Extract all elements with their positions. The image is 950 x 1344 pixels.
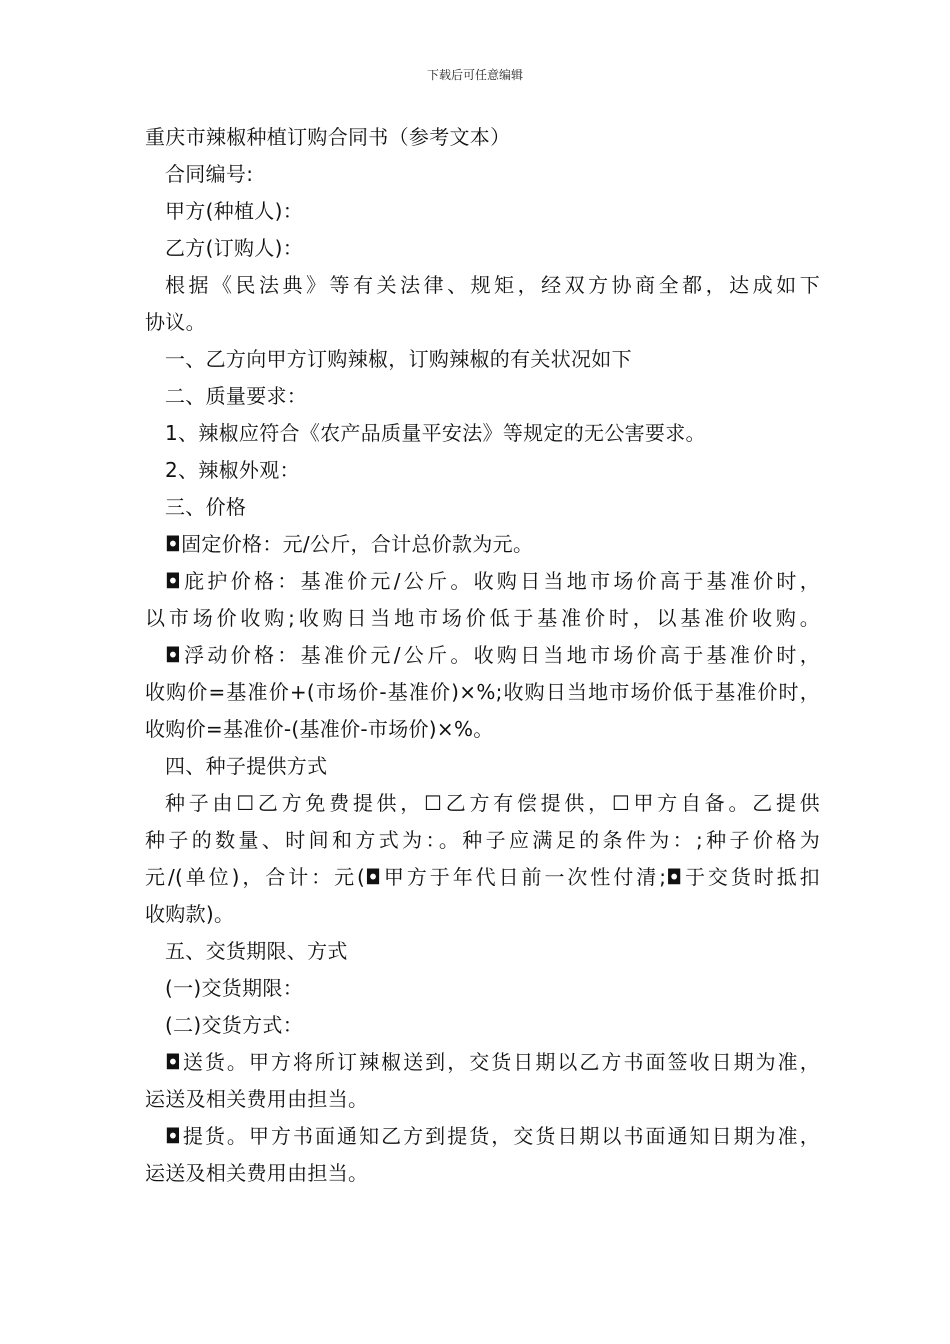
clause-5-heading: 五、交货期限、方式 bbox=[165, 939, 348, 963]
clause-2-heading: 二、质量要求： bbox=[165, 384, 308, 408]
quality-item-1: 1、辣椒应符合《农产品质量平安法》等规定的无公害要求。 bbox=[165, 421, 706, 445]
delivery-option-line-1: ◘送货。甲方将所订辣椒送到，交货日期以乙方书面签收日期为准， bbox=[165, 1050, 820, 1074]
contract-number-line: 合同编号: bbox=[165, 162, 254, 186]
delivery-method-line: (二)交货方式： bbox=[165, 1013, 304, 1037]
fixed-price-option: ◘固定价格：元/公斤，合计总价款为元。 bbox=[165, 532, 534, 556]
seed-supply-line-3: 元/(单位)，合计：元(◘甲方于年代日前一次性付清;◘于交货时抵扣 bbox=[145, 865, 820, 889]
delivery-deadline-line: (一)交货期限： bbox=[165, 976, 304, 1000]
seed-supply-line-2: 种子的数量、时间和方式为：。种子应满足的条件为：;种子价格为 bbox=[145, 828, 820, 852]
clause-3-heading: 三、价格 bbox=[165, 495, 247, 519]
quality-item-2: 2、辣椒外观： bbox=[165, 458, 300, 482]
pickup-option-line-2: 运送及相关费用由担当。 bbox=[145, 1161, 369, 1185]
contract-body bbox=[145, 119, 820, 1192]
floating-price-option-line-2: 收购价=基准价+(市场价-基准价)×%;收购日当地市场价低于基准价时， bbox=[145, 680, 820, 704]
clause-4-heading: 四、种子提供方式 bbox=[165, 754, 328, 778]
page-header: 下载后可任意编辑 bbox=[426, 68, 523, 82]
seed-supply-line-1: 种子由☐乙方免费提供，☐乙方有偿提供，☐甲方自备。乙提供 bbox=[165, 791, 820, 815]
protected-price-option-line-2: 以市场价收购;收购日当地市场价低于基准价时，以基准价收购。 bbox=[145, 606, 820, 630]
pickup-option-line-1: ◘提货。甲方书面通知乙方到提货，交货日期以书面通知日期为准， bbox=[165, 1124, 820, 1148]
delivery-option-line-2: 运送及相关费用由担当。 bbox=[145, 1087, 369, 1111]
party-a-line: 甲方(种植人)： bbox=[165, 199, 304, 223]
floating-price-option-line-1: ◘浮动价格：基准价元/公斤。收购日当地市场价高于基准价时， bbox=[165, 643, 820, 667]
party-b-line: 乙方(订购人)： bbox=[165, 236, 304, 260]
protected-price-option-line-1: ◘庇护价格：基准价元/公斤。收购日当地市场价高于基准价时， bbox=[165, 569, 820, 593]
seed-supply-line-4: 收购款)。 bbox=[145, 902, 235, 926]
floating-price-option-line-3: 收购价=基准价-(基准价-市场价)×%。 bbox=[145, 717, 494, 741]
document-title: 重庆市辣椒种植订购合同书（参考文本） bbox=[145, 125, 511, 149]
preamble-line-1: 根据《民法典》等有关法律、规矩，经双方协商全都，达成如下 bbox=[165, 273, 820, 297]
preamble-line-2: 协议。 bbox=[145, 310, 206, 334]
clause-1-heading: 一、乙方向甲方订购辣椒，订购辣椒的有关状况如下 bbox=[165, 347, 632, 371]
